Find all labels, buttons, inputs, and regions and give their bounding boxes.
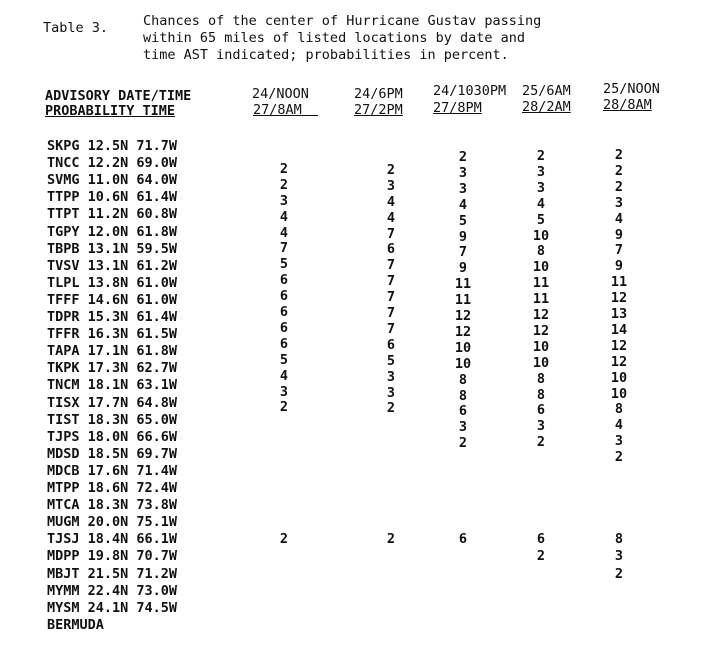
probability-cell: 3	[386, 177, 396, 194]
probability-cell: 2	[279, 399, 289, 416]
probability-header-label: PROBABILITY TIME	[45, 103, 176, 119]
probability-cell: 2	[458, 435, 468, 452]
probability-cell: 9	[458, 260, 468, 277]
probability-cell: 3	[458, 180, 468, 197]
location-label: TIST 18.3N 65.0W	[47, 411, 178, 428]
advisory-time-2: 24/6PM	[354, 86, 403, 102]
probability-cell: 4	[614, 417, 624, 434]
probability-cell: 2	[279, 176, 289, 193]
probability-cell: 9	[614, 226, 624, 243]
probability-cell: 2	[279, 531, 289, 548]
location-label: BERMUDA	[47, 616, 104, 633]
location-label: MYMM 22.4N 73.0W	[47, 582, 178, 599]
probability-cell: 11	[454, 276, 472, 293]
probability-cell: 4	[279, 224, 289, 241]
probability-cell: 2	[614, 162, 624, 179]
probability-cell: 12	[610, 337, 628, 354]
table-caption-line-3: time AST indicated; probabilities in percent.	[143, 47, 509, 63]
probability-cell: 7	[386, 305, 396, 321]
advisory-header-label: ADVISORY DATE/TIME	[45, 88, 192, 104]
probability-cell: 2	[614, 147, 624, 163]
location-label: SVMG 11.0N 64.0W	[47, 172, 178, 189]
probability-cell: 8	[458, 387, 468, 404]
location-label: MDSD 18.5N 69.7W	[47, 445, 178, 462]
probability-cell: 4	[614, 210, 624, 227]
probability-cell: 3	[614, 194, 624, 211]
probability-cell: 2	[536, 434, 546, 451]
table-caption-line-2: within 65 miles of listed locations by date and	[143, 30, 526, 46]
location-label: SKPG 12.5N 71.7W	[47, 138, 178, 154]
probability-cell: 6	[536, 531, 546, 548]
probability-cell: 6	[458, 403, 468, 420]
probability-cell: 11	[532, 275, 550, 292]
probability-cell: 8	[536, 370, 546, 387]
probability-cell: 12	[454, 308, 472, 324]
probability-cell: 7	[386, 257, 396, 274]
probability-cell: 10	[610, 369, 628, 386]
probability-cell: 9	[458, 228, 468, 245]
location-label: TGPY 12.0N 61.8W	[47, 223, 178, 240]
probability-cell: 6	[536, 402, 546, 419]
probability-cell: 7	[614, 242, 624, 259]
probability-cell: 2	[614, 178, 624, 195]
probability-cell: 6	[386, 241, 396, 258]
probability-time-3: 27/8PM	[433, 100, 482, 116]
probability-cell: 6	[279, 288, 289, 305]
probability-cell: 13	[610, 306, 628, 322]
probability-cell: 8	[614, 401, 624, 418]
probability-cell: 12	[532, 307, 550, 323]
probability-cell: 3	[614, 548, 624, 565]
probability-cell: 7	[458, 244, 468, 261]
probability-cell: 8	[458, 371, 468, 388]
probability-cell: 11	[454, 292, 472, 309]
probability-cell: 10	[454, 339, 472, 356]
probability-cell: 7	[386, 320, 396, 337]
probability-time-1	[253, 103, 318, 118]
probability-cell: 4	[279, 367, 289, 384]
probability-cell: 2	[614, 565, 624, 582]
probability-cell: 12	[610, 353, 628, 370]
probability-cell: 4	[536, 195, 546, 212]
location-label: TISX 17.7N 64.8W	[47, 394, 178, 411]
probability-cell: 4	[458, 196, 468, 213]
probability-cell: 10	[532, 227, 550, 244]
probability-cell: 2	[536, 148, 546, 164]
probability-cell: 4	[386, 193, 396, 210]
probability-cell: 2	[386, 400, 396, 417]
location-label: TAPA 17.1N 61.8W	[47, 343, 178, 360]
probability-cell: 4	[386, 209, 396, 226]
probability-cell: 10	[454, 355, 472, 372]
location-label: TNCC 12.2N 69.0W	[47, 155, 178, 172]
location-label: TVSV 13.1N 61.2W	[47, 257, 178, 274]
probability-cell: 3	[536, 418, 546, 435]
advisory-time-3: 24/1030PM	[433, 83, 507, 99]
probability-time-1-text: 27/8AM	[253, 102, 302, 118]
probability-cell: 11	[610, 274, 628, 291]
location-label: TTPT 11.2N 60.8W	[47, 206, 178, 223]
probability-cell: 3	[614, 433, 624, 450]
probability-time-4: 28/2AM	[522, 99, 571, 115]
probability-cell: 2	[279, 160, 289, 177]
probability-cell: 6	[279, 335, 289, 352]
probability-cell: 3	[536, 179, 546, 196]
location-label: TJPS 18.0N 66.6W	[47, 428, 178, 445]
location-label: TLPL 13.8N 61.0W	[47, 274, 178, 291]
probability-cell: 10	[532, 338, 550, 355]
location-label: MDPP 19.8N 70.7W	[47, 548, 178, 565]
probability-cell: 3	[386, 384, 396, 401]
probability-cell: 5	[458, 212, 468, 229]
location-label: MUGM 20.0N 75.1W	[47, 514, 178, 531]
probability-cell: 7	[279, 240, 289, 257]
probability-cell: 6	[279, 319, 289, 336]
location-label: TKPK 17.3N 62.7W	[47, 360, 178, 377]
probability-cell: 10	[532, 259, 550, 276]
probability-cell: 8	[536, 386, 546, 403]
probability-cell: 7	[386, 225, 396, 242]
probability-cell: 12	[610, 290, 628, 307]
probability-cell: 10	[610, 385, 628, 402]
probability-cell: 3	[386, 368, 396, 385]
advisory-time-4: 25/6AM	[522, 83, 571, 99]
location-label: TNCM 18.1N 63.1W	[47, 377, 178, 394]
probability-cell: 3	[536, 163, 546, 180]
table-label: Table 3.	[43, 20, 109, 36]
location-label: TDPR 15.3N 61.4W	[47, 309, 178, 325]
location-label: MBJT 21.5N 71.2W	[47, 565, 178, 582]
probability-cell: 7	[386, 289, 396, 306]
table-caption-line-1: Chances of the center of Hurricane Gustav passing	[143, 13, 542, 29]
location-label: TBPB 13.1N 59.5W	[47, 240, 178, 257]
location-label: MTPP 18.6N 72.4W	[47, 480, 178, 496]
location-label: TTPP 10.6N 61.4W	[47, 189, 178, 206]
probability-cell: 12	[532, 322, 550, 339]
location-label: MYSM 24.1N 74.5W	[47, 599, 178, 616]
probability-cell: 11	[532, 291, 550, 308]
probability-cell: 12	[454, 323, 472, 340]
probability-time-2: 27/2PM	[354, 102, 403, 118]
probability-cell: 5	[279, 351, 289, 368]
probability-cell: 6	[386, 336, 396, 353]
probability-cell: 2	[386, 531, 396, 548]
location-label: MTCA 18.3N 73.8W	[47, 497, 178, 514]
probability-cell: 7	[386, 273, 396, 290]
probability-cell: 3	[279, 192, 289, 209]
advisory-time-1: 24/NOON	[252, 86, 309, 102]
location-label: MDCB 17.6N 71.4W	[47, 462, 178, 479]
probability-cell: 8	[614, 531, 624, 548]
probability-cell: 3	[279, 383, 289, 400]
probability-cell: 6	[458, 531, 468, 548]
probability-cell: 3	[458, 164, 468, 181]
location-label: TJSJ 18.4N 66.1W	[47, 531, 178, 548]
probability-cell: 14	[610, 321, 628, 338]
probability-cell: 5	[279, 256, 289, 273]
advisory-time-5: 25/NOON	[603, 81, 660, 97]
location-label: TFFR 16.3N 61.5W	[47, 326, 178, 343]
probability-cell: 5	[536, 211, 546, 228]
probability-cell: 9	[614, 258, 624, 275]
probability-cell: 4	[279, 208, 289, 225]
probability-cell: 2	[536, 548, 546, 565]
probability-cell: 2	[386, 161, 396, 178]
probability-cell: 10	[532, 354, 550, 371]
probability-cell: 8	[536, 243, 546, 260]
probability-time-5: 28/8AM	[603, 97, 652, 113]
probability-cell: 6	[279, 272, 289, 289]
probability-cell: 2	[458, 149, 468, 165]
probability-cell: 5	[386, 352, 396, 369]
location-label: TFFF 14.6N 61.0W	[47, 291, 178, 308]
probability-cell: 2	[614, 449, 624, 466]
probability-cell: 3	[458, 419, 468, 436]
probability-cell: 6	[279, 304, 289, 320]
